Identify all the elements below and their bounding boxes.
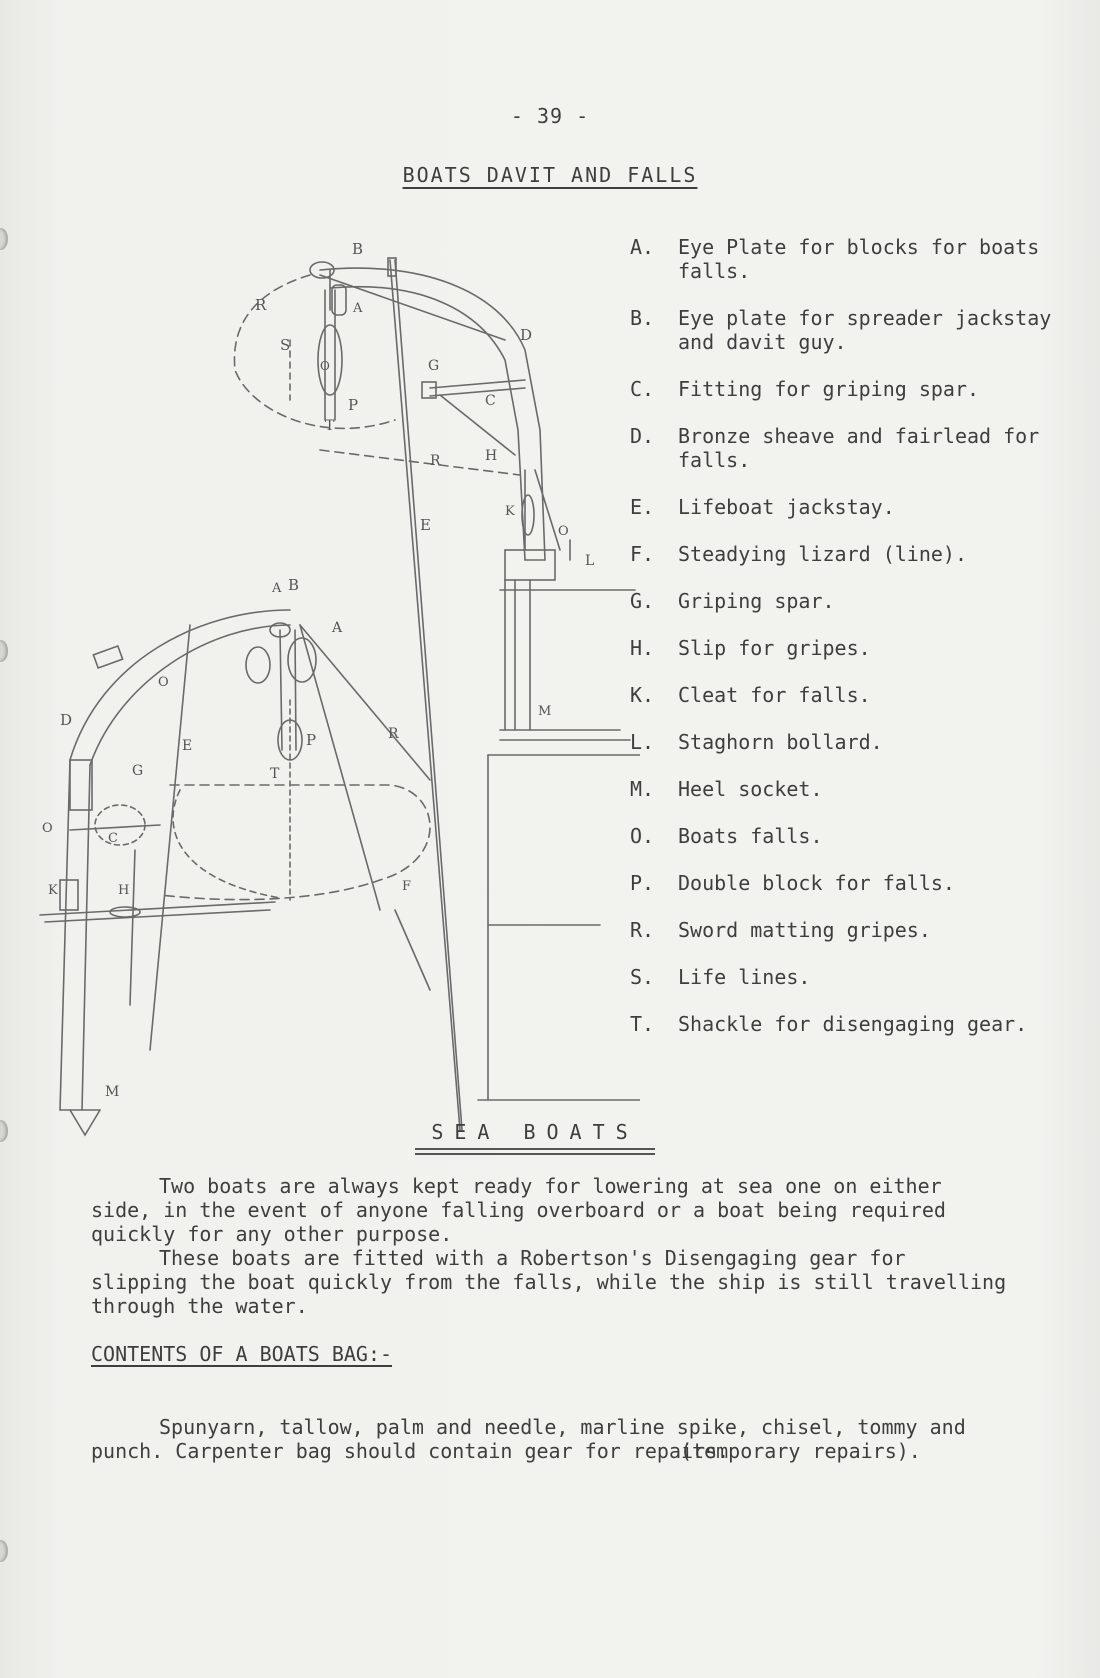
diagram-label: S [280,336,291,354]
lower-davit [40,576,430,1135]
legend-item: D. Bronze sheave and fairlead for falls. [630,424,1040,472]
diagram-label: R [430,453,441,469]
punch-hole [0,1540,8,1562]
upper-davit [234,240,635,1130]
legend-item: F. Steadying lizard (line). [630,542,967,566]
diagram-label: M [538,704,552,719]
legend-item: K. Cleat for falls. [630,683,871,707]
diagram-label: D [60,711,73,729]
paragraph: These boats are fitted with a Robertson's Disengaging gear for slipping the boat quickly from the falls, while the ship is still travelling through the water. [91,1246,1007,1318]
diagram-label: P [306,731,317,749]
section-heading-boats-bag: CONTENTS OF A BOATS BAG:- [91,1342,393,1366]
diagram-label: M [105,1084,120,1100]
paragraph: Two boats are always kept ready for lowering at sea one on either side, in the event of anyone falling overboard or a boat being required quickly for any other purpose. [91,1174,946,1246]
legend-item: A. Eye Plate for blocks for boats falls. [630,235,1040,283]
diagram-label: R [388,726,399,742]
legend-item: R. Sword matting gripes. [630,918,931,942]
diagram-label: C [485,393,496,409]
diagram-label: B [352,240,364,258]
diagram-label: R [255,296,267,314]
davit-diagram [0,230,640,1160]
page-number: - 39 - [510,104,590,128]
legend-item: T. Shackle for disengaging gear. [630,1012,1028,1036]
diagram-label: O [320,359,330,373]
legend-item: G. Griping spar. [630,589,835,613]
diagram-label: T [325,418,335,434]
legend-item: S. Life lines. [630,965,811,989]
diagram-label: O [558,524,569,539]
legend-item: L. Staghorn bollard. [630,730,883,754]
page-title: BOATS DAVIT AND FALLS [402,163,698,187]
diagram-label: H [485,448,498,464]
diagram-label: C [108,831,118,846]
diagram-label: O [42,821,53,836]
diagram-label: T [270,766,280,782]
diagram-label: B [288,576,300,594]
diagram-label: G [428,358,440,374]
diagram-label: A [353,301,363,316]
diagram-label: K [48,883,58,898]
diagram-label: E [182,738,193,754]
section-heading-sea-boats: SEA BOATS [415,1120,655,1150]
legend-list [630,235,1070,1059]
paragraph-tail: (temporary repairs). [680,1439,921,1463]
legend-item: M. Heel socket. [630,777,823,801]
legend-item: B. Eye plate for spreader jackstay and davit guy. [630,306,1052,354]
diagram-label: P [348,396,359,414]
legend-item: E. Lifeboat jackstay. [630,495,895,519]
diagram-label: E [420,516,431,534]
diagram-label: G [132,763,144,779]
legend-item: O. Boats falls. [630,824,823,848]
diagram-label: A [272,581,282,596]
diagram-label: H [118,883,130,898]
diagram-label: K [505,504,515,519]
diagram-label: F [402,879,412,894]
diagram-label: D [520,326,533,344]
diagram-label: A [332,620,343,636]
paragraph: Spunyarn, tallow, palm and needle, marline spike, chisel, tommy and punch. Carpenter bag should contain gear for repairs. [91,1415,966,1463]
legend-item: P. Double block for falls. [630,871,955,895]
ship-side [478,755,640,1100]
legend-item: H. Slip for gripes. [630,636,871,660]
diagram-label: L [585,553,595,569]
diagram-label: O [158,675,169,690]
legend-item: C. Fitting for griping spar. [630,377,980,401]
